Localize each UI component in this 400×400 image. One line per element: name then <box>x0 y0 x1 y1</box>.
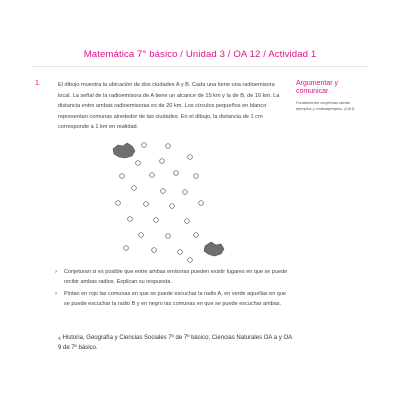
sidebar-title: Argumentar y comunicar <box>296 80 339 96</box>
commune-circle <box>154 218 159 223</box>
footnote-marker: ® <box>58 336 61 341</box>
commune-circle <box>161 189 166 194</box>
commune-circle <box>194 174 199 179</box>
commune-circle <box>188 155 193 160</box>
commune-circle <box>174 171 179 176</box>
activity-intro: El dibujo muestra la ubicación de dos ciudades A y B. Cada una tiene una radioemisora local. La señal de la radioemisora de A tiene un alcance de 15 km y la de B, de 10 km. La distancia entre ambas radioemisoras es de 20 km. Los círculos pequeños en blanco representan comunas alrededor de las ciudades. En el dibujo, la distancia de 1 cm corresponde a 1 km en realidad. <box>58 82 280 131</box>
list-item <box>55 268 293 287</box>
commune-circle <box>183 190 188 195</box>
footnote-text: Historia, Geografía y Ciencias Sociales 7º de 7º básico; Ciencias Naturales OA a y OA 9 de 7º básico. <box>58 335 292 351</box>
commune-circle <box>132 186 137 191</box>
bullet-chevron-icon: › <box>55 291 57 297</box>
list-item <box>55 290 293 309</box>
commune-circle <box>116 201 121 206</box>
commune-circle <box>124 246 129 251</box>
commune-circle <box>170 204 175 209</box>
page-title: Matemática 7° básico / Unidad 3 / OA 12 / Actividad 1 <box>83 49 317 60</box>
commune-circle <box>139 233 144 238</box>
sidebar-text: Fundamentar conjeturas dando ejemplos y contraejemplos. (OA f) <box>296 100 355 111</box>
communes <box>116 143 204 263</box>
commune-circle <box>188 258 193 263</box>
commune-circle <box>185 219 190 224</box>
commune-circle <box>152 248 157 253</box>
commune-circle <box>194 233 199 238</box>
header-divider <box>32 66 368 67</box>
commune-circle <box>144 202 149 207</box>
city-a-shape <box>113 143 135 158</box>
commune-circle <box>120 174 125 179</box>
commune-circle <box>142 143 147 148</box>
commune-circle <box>128 217 133 222</box>
commune-circle <box>166 144 171 149</box>
bullet-chevron-icon: › <box>55 269 57 275</box>
cities-map <box>108 140 228 265</box>
commune-circle <box>178 250 183 255</box>
commune-circle <box>150 173 155 178</box>
instruction-list <box>55 268 293 312</box>
commune-circle <box>160 159 165 164</box>
list-item-text: Pintan en rojo las comunas en que se puede escuchar la radio A, en verde aquellas en que se puede escuchar la radio B y en negro las comunas en que se puede escuchar ambas. <box>64 291 286 307</box>
activity-number: 1. <box>35 80 41 87</box>
footnote <box>58 334 293 354</box>
commune-circle <box>199 201 204 206</box>
commune-circle <box>136 161 141 166</box>
city-b-shape <box>204 242 224 256</box>
commune-circle <box>166 234 171 239</box>
list-item-text: Conjeturan si es posible que entre ambas emisoras pueden existir lugares en que se puede recibir ambas radios. Explican su respuesta. <box>64 269 288 285</box>
